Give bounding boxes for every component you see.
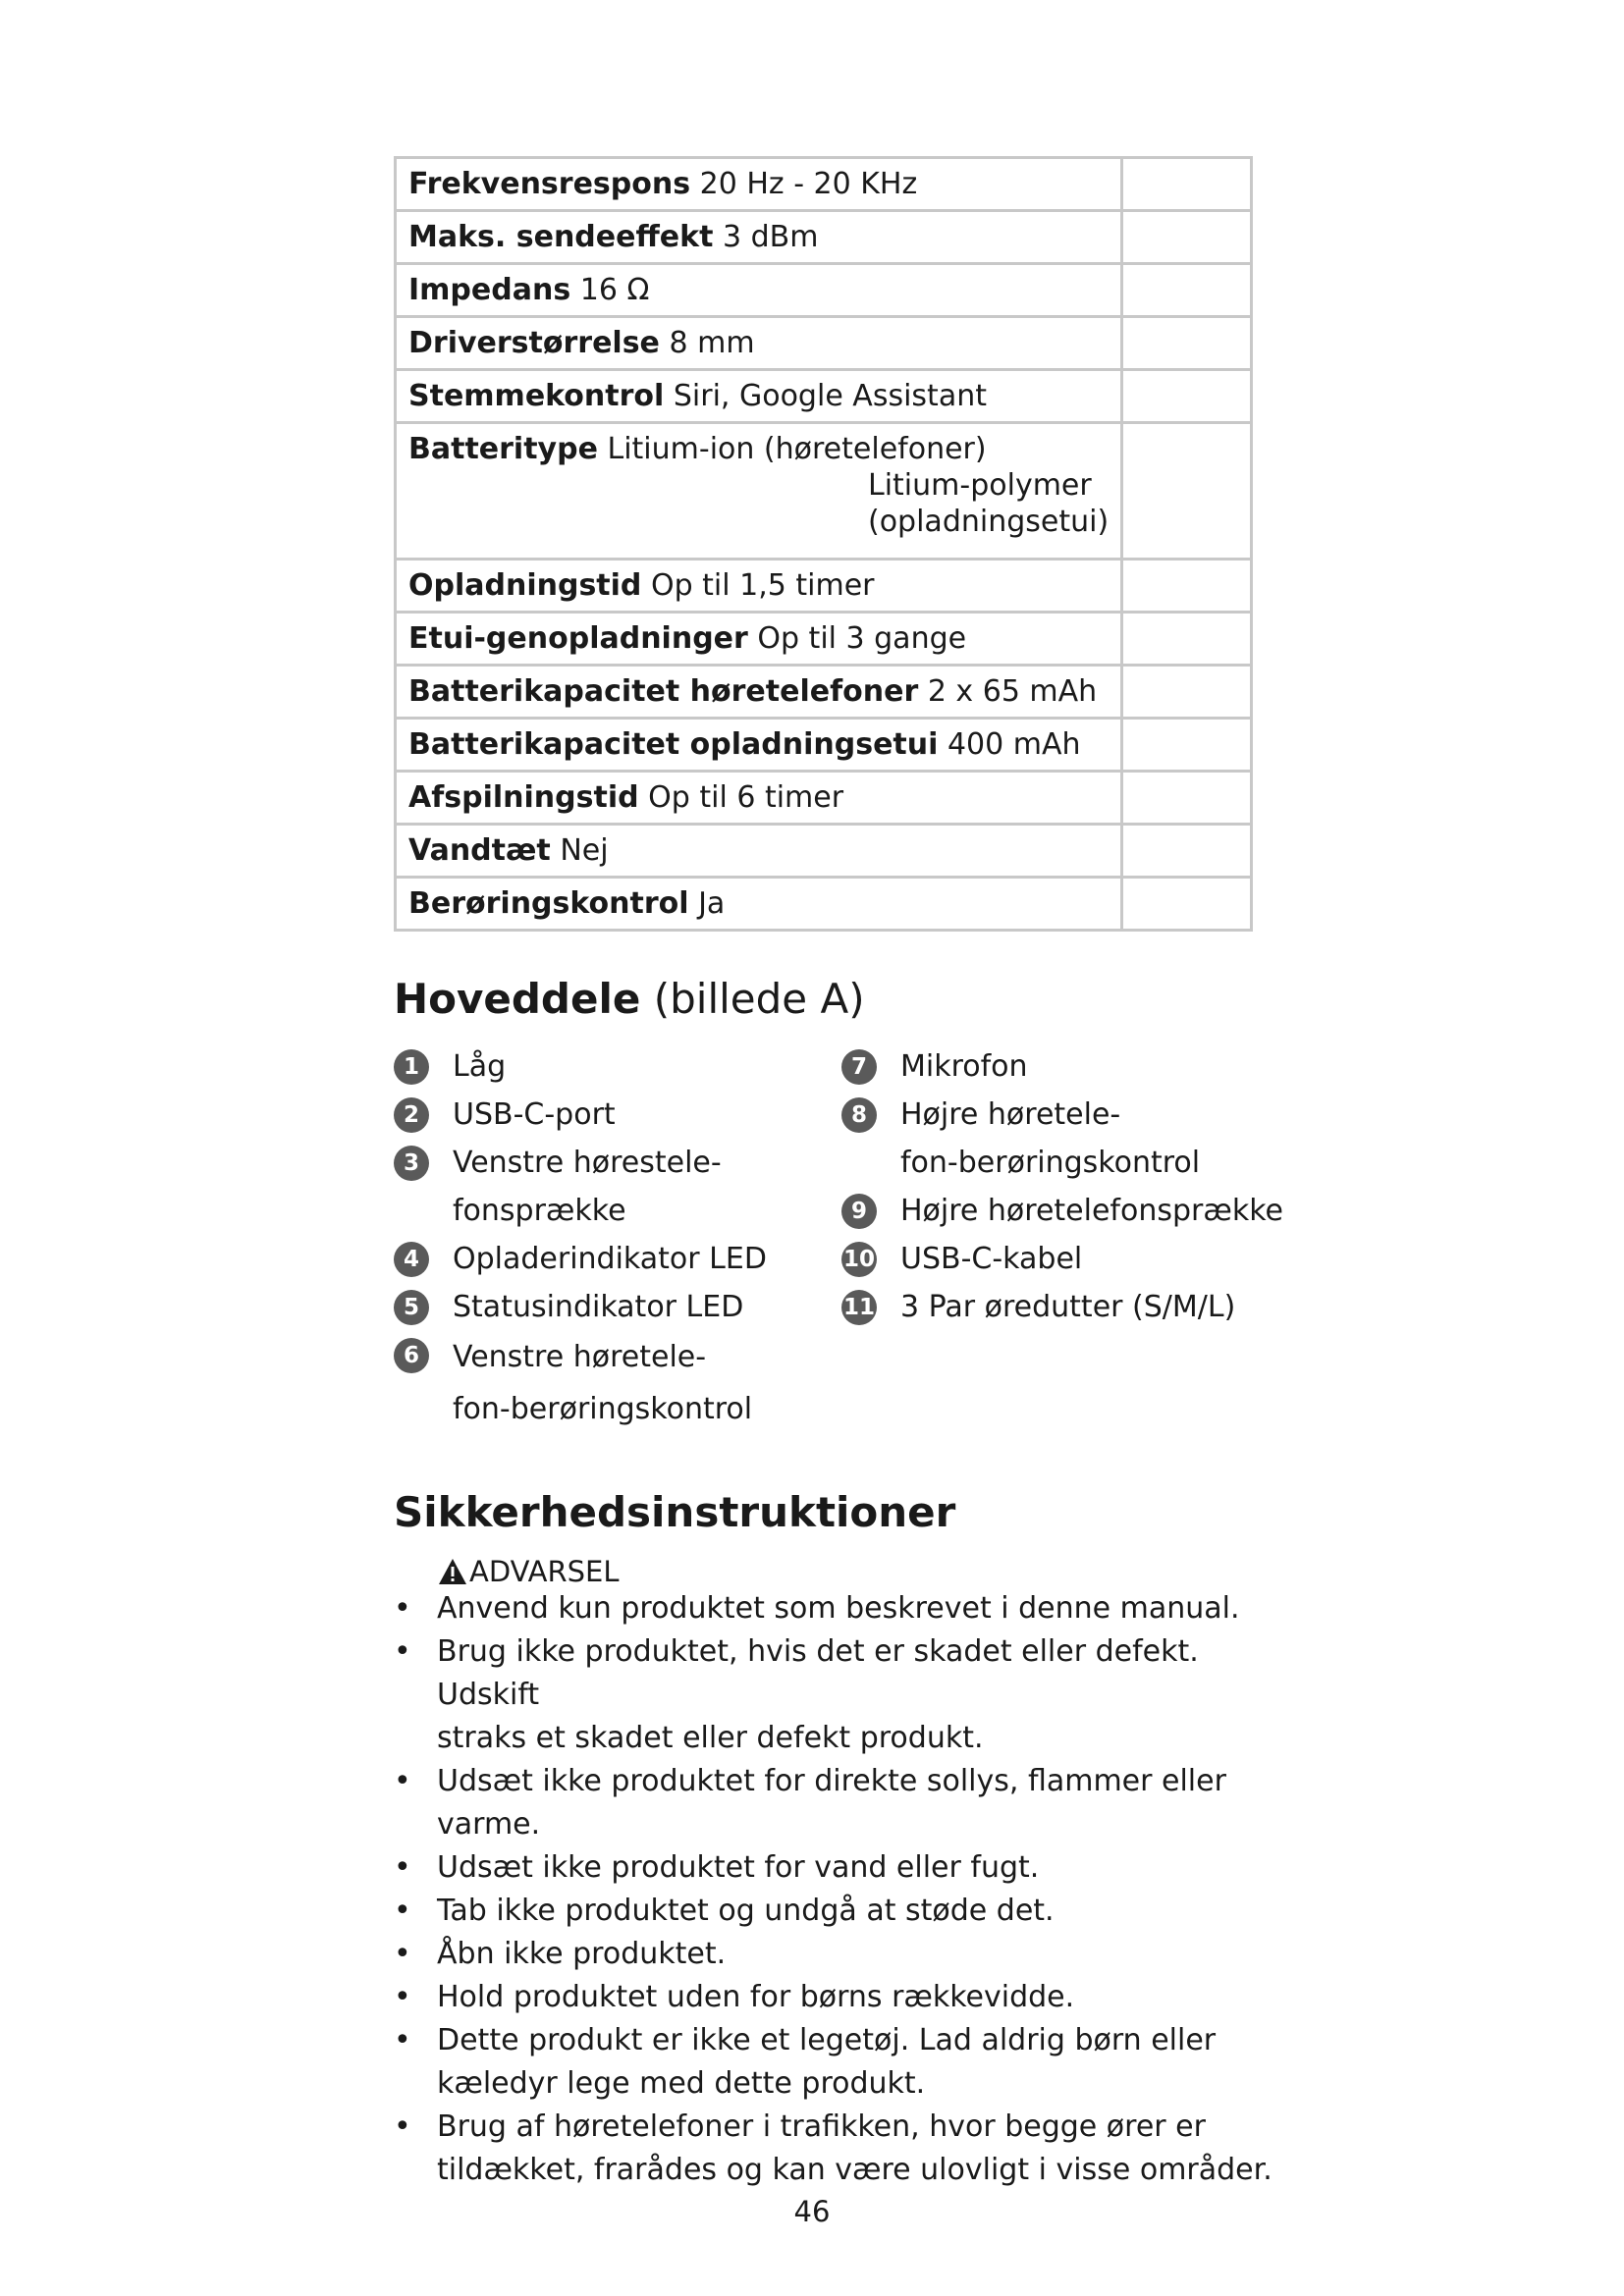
spec-empty-cell [1122,772,1252,825]
bullet: • [394,2023,411,2057]
part-label: Højre høretele- [900,1097,1121,1132]
safety-text: Anvend kun produktet som beskrevet i denne manual. [437,1591,1240,1626]
spec-key: Batterikapacitet opladningsetui [408,727,939,762]
spec-key: Berøringskontrol [408,886,689,921]
safety-item [394,1587,1277,1630]
spec-empty-cell [1122,719,1252,772]
spec-cell [396,613,1122,666]
bullet: • [394,1850,411,1885]
spec-empty-cell [1122,211,1252,264]
part-item [394,1283,767,1331]
safety-item [394,1933,1277,1976]
safety-text: Brug ikke produktet, hvis det er skadet eller defekt. Udskift [437,1634,1199,1712]
spec-empty-cell [1122,878,1252,931]
spec-cell [396,878,1122,931]
spec-empty-cell [1122,825,1252,878]
part-number-badge: 8 [841,1097,877,1133]
spec-row [396,264,1252,317]
spec-cell [396,423,1122,560]
safety-heading-text: Sikkerhedsinstruktioner [394,1488,956,1536]
spec-cell [396,719,1122,772]
spec-table [394,156,1253,932]
spec-cell [396,158,1122,211]
spec-empty-cell [1122,264,1252,317]
part-label-continuation: fon-berøringskontrol [900,1146,1201,1180]
safety-text: Udsæt ikke produktet for direkte sollys, flammer eller varme. [437,1764,1226,1842]
spec-key: Etui-genopladninger [408,621,748,656]
safety-text-continuation: tildækket, frarådes og kan være ulovligt i visse områder. [437,2153,1272,2187]
parts-list-right [841,1042,1283,1331]
bullet: • [394,2109,411,2144]
spec-key: Driverstørrelse [408,326,660,360]
spec-empty-cell [1122,317,1252,370]
spec-row [396,613,1252,666]
part-label: USB-C-port [453,1097,616,1132]
spec-key: Stemmekontrol [408,379,665,413]
spec-key: Impedans [408,273,571,307]
spec-key: Batterikapacitet høretelefoner [408,674,919,709]
spec-value: 8 mm [669,326,755,360]
spec-cell [396,560,1122,613]
part-item [394,1331,767,1435]
spec-value: 2 x 65 mAh [927,674,1098,709]
part-number-badge: 1 [394,1049,429,1085]
spec-cell [396,370,1122,423]
part-item [394,1139,767,1235]
safety-text: Brug af høretelefoner i trafikken, hvor begge ører er [437,2109,1206,2144]
part-number-badge: 2 [394,1097,429,1133]
bullet: • [394,1591,411,1626]
warning-label-row [438,1555,620,1588]
spec-empty-cell [1122,423,1252,560]
spec-value: Op til 6 timer [648,780,844,815]
part-item [841,1283,1283,1331]
part-item [841,1042,1283,1091]
spec-empty-cell [1122,370,1252,423]
main-parts-heading-bold: Hoveddele [394,975,641,1023]
safety-item [394,1630,1277,1760]
parts-list-left [394,1042,767,1435]
spec-value-continuation: Litium-polymer [868,468,1092,503]
main-parts-heading-rest: (billede A) [653,975,865,1023]
safety-item [394,1846,1277,1890]
spec-cell [396,264,1122,317]
page-number: 46 [793,2195,831,2228]
spec-value: 3 dBm [722,220,819,254]
spec-key: Batteritype [408,432,598,466]
bullet: • [394,1980,411,2014]
part-item [394,1235,767,1283]
safety-heading [394,1488,955,1536]
safety-item [394,1976,1277,2019]
spec-row [396,423,1252,560]
spec-key: Vandtæt [408,833,551,868]
safety-text: Udsæt ikke produktet for vand eller fugt. [437,1850,1040,1885]
part-number-badge: 6 [394,1338,429,1373]
spec-row [396,211,1252,264]
part-number-badge: 9 [841,1194,877,1229]
spec-empty-cell [1122,613,1252,666]
spec-cell [396,317,1122,370]
spec-value: Siri, Google Assistant [673,379,987,413]
part-label: Statusindikator LED [453,1290,744,1324]
spec-row [396,825,1252,878]
spec-value-continuation: (opladningsetui) [868,505,1110,539]
spec-row [396,878,1252,931]
spec-empty-cell [1122,560,1252,613]
safety-text-continuation: kæledyr lege med dette produkt. [437,2066,926,2101]
spec-key: Opladningstid [408,568,642,603]
part-label: Højre høretelefonsprække [900,1194,1283,1228]
part-item [841,1091,1283,1187]
part-label: 3 Par øredutter (S/M/L) [900,1290,1236,1324]
part-number-badge: 5 [394,1290,429,1325]
spec-value: 400 mAh [947,727,1081,762]
part-label: Opladerindikator LED [453,1242,767,1276]
spec-row [396,772,1252,825]
part-number-badge: 3 [394,1146,429,1181]
part-item [394,1042,767,1091]
spec-cell [396,772,1122,825]
spec-row [396,158,1252,211]
spec-row [396,719,1252,772]
spec-row [396,317,1252,370]
spec-value: 16 Ω [579,273,650,307]
spec-row [396,370,1252,423]
safety-item [394,1890,1277,1933]
spec-empty-cell [1122,666,1252,719]
spec-cell [396,211,1122,264]
part-item [841,1235,1283,1283]
spec-empty-cell [1122,158,1252,211]
part-number-badge: 7 [841,1049,877,1085]
spec-value: 20 Hz - 20 KHz [699,167,918,201]
warning-triangle-icon [438,1558,467,1585]
safety-item [394,2019,1277,2106]
part-label: Venstre hørestele- [453,1146,722,1180]
bullet: • [394,1894,411,1928]
main-parts-heading [394,975,865,1023]
spec-key: Afspilningstid [408,780,639,815]
spec-row [396,560,1252,613]
safety-text: Tab ikke produktet og undgå at støde det. [437,1894,1055,1928]
safety-text: Hold produktet uden for børns rækkevidde. [437,1980,1075,2014]
safety-item [394,1760,1277,1846]
part-item [841,1187,1283,1235]
spec-value: Op til 1,5 timer [650,568,875,603]
part-label-continuation: fonsprække [453,1194,626,1228]
part-label: USB-C-kabel [900,1242,1083,1276]
spec-cell [396,666,1122,719]
spec-value: Nej [560,833,609,868]
part-number-badge: 10 [841,1242,877,1277]
safety-text: Dette produkt er ikke et legetøj. Lad aldrig børn eller [437,2023,1217,2057]
spec-value: Ja [698,886,726,921]
spec-cell [396,825,1122,878]
safety-item [394,2106,1277,2192]
safety-text: Åbn ikke produktet. [437,1937,727,1971]
spec-key: Maks. sendeeffekt [408,220,714,254]
warning-label: ADVARSEL [469,1555,620,1588]
bullet: • [394,1764,411,1798]
bullet: • [394,1937,411,1971]
part-label: Mikrofon [900,1049,1028,1084]
bullet: • [394,1634,411,1669]
part-number-badge: 4 [394,1242,429,1277]
part-label: Venstre høretele- [453,1340,707,1374]
spec-value: Litium-ion (høretelefoner) [607,432,987,466]
spec-row [396,666,1252,719]
safety-text-continuation: straks et skadet eller defekt produkt. [437,1721,984,1755]
spec-value: Op til 3 gange [757,621,967,656]
part-label: Låg [453,1049,507,1084]
part-label-continuation: fon-berøringskontrol [453,1392,753,1426]
safety-list [394,1587,1277,2192]
spec-key: Frekvensrespons [408,167,691,201]
part-item [394,1091,767,1139]
part-number-badge: 11 [841,1290,877,1325]
